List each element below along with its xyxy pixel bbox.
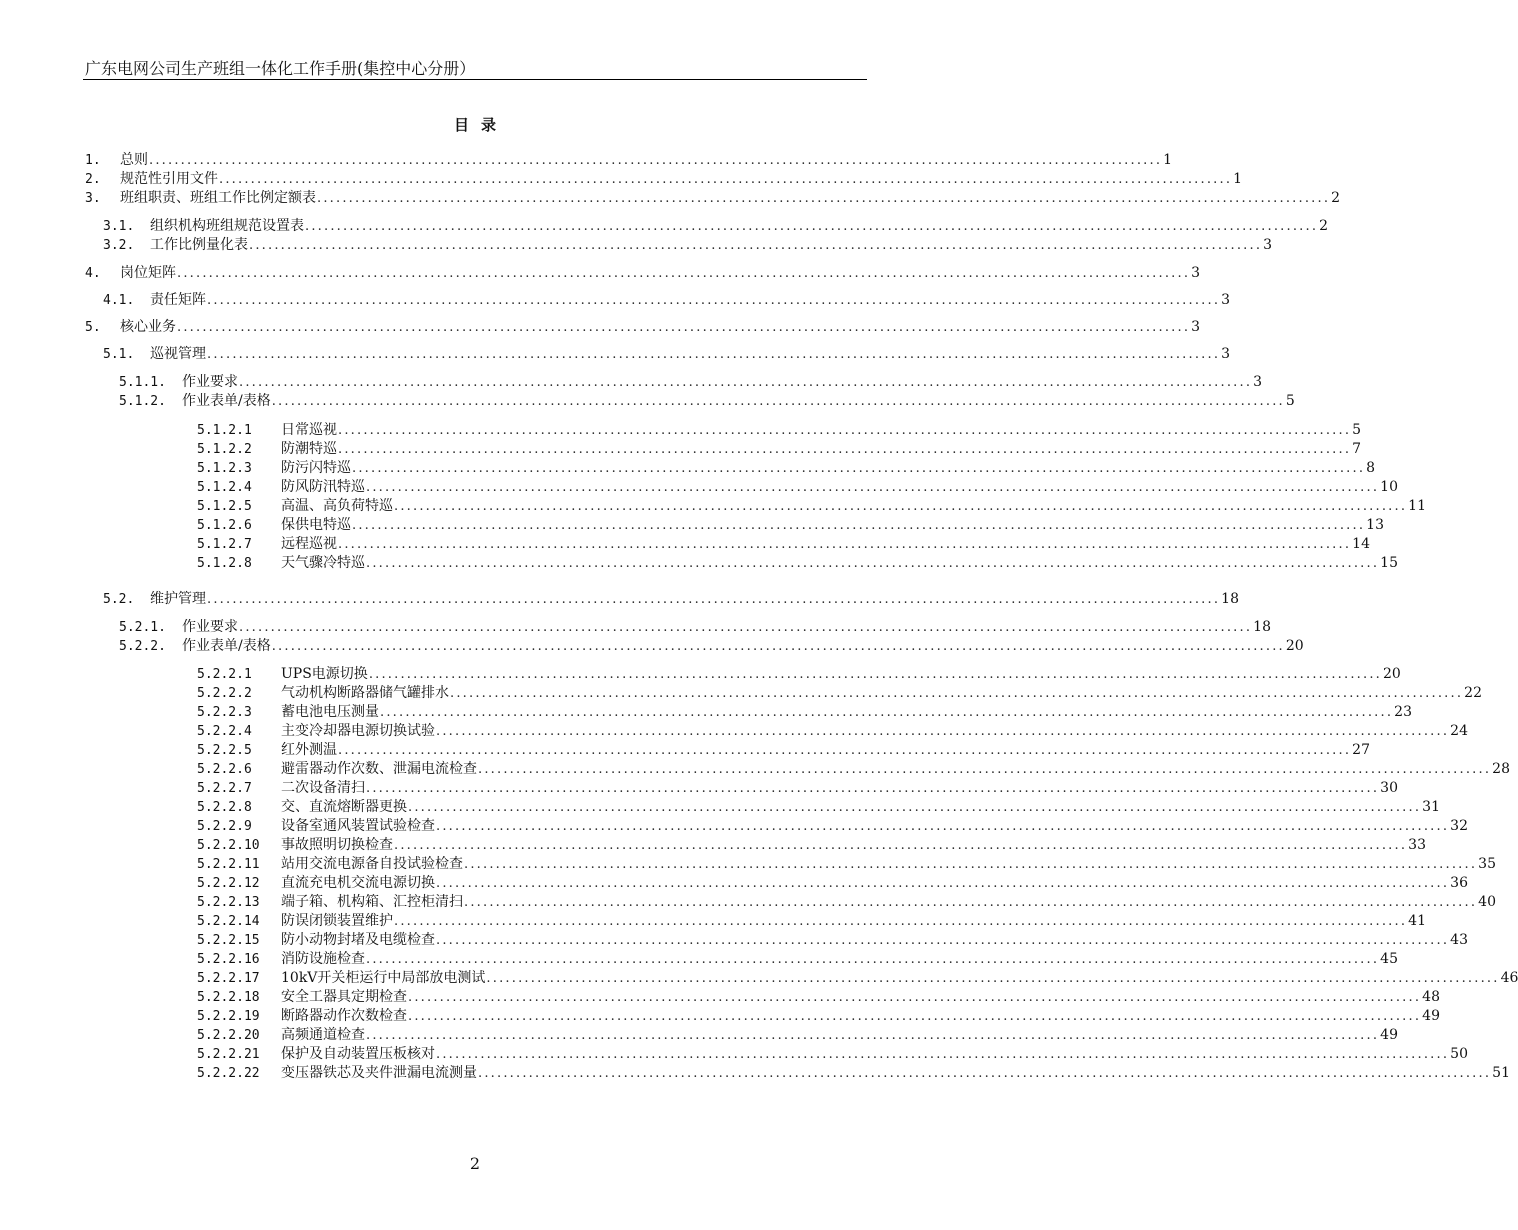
toc-entry-page: 3 [1191, 319, 1201, 335]
toc-entry-number: 5. [85, 320, 101, 335]
toc-entry[interactable] [197, 836, 1426, 854]
toc-entry-page: 5 [1352, 422, 1362, 438]
toc-entry-title: 端子箱、机构箱、汇控柜清扫 [281, 894, 463, 910]
toc-entry-title: 防潮特巡 [281, 441, 337, 457]
toc-entry[interactable] [197, 554, 1398, 572]
toc-entry-number: 5.1.2. [119, 394, 166, 409]
toc-heading: 目录 [453, 116, 508, 134]
toc-entry[interactable] [197, 950, 1398, 968]
toc-leader-dots: ................................................................................................................................................................ [219, 172, 1233, 187]
toc-entry[interactable] [119, 392, 1295, 410]
toc-entry-number: 5.2.2.22 [197, 1066, 260, 1081]
toc-entry-number: 5.2.1. [119, 620, 166, 635]
toc-entry-title: 防风防汛特巡 [281, 479, 365, 495]
toc-entry-number: 5.2.2.8 [197, 800, 252, 815]
toc-entry-page: 28 [1492, 761, 1510, 777]
toc-leader-dots: ................................................................................................................................................................ [478, 1066, 1492, 1081]
toc-entry[interactable] [197, 912, 1426, 930]
toc-entry-number: 5.2.2.3 [197, 705, 252, 720]
toc-entry[interactable] [197, 665, 1401, 683]
toc-entry-title: 变压器铁芯及夹件泄漏电流测量 [281, 1065, 477, 1081]
toc-leader-dots: ................................................................................................................................................................ [366, 480, 1380, 495]
toc-entry-title: 保供电特巡 [281, 517, 351, 533]
toc-entry-title: 交、直流熔断器更换 [281, 799, 407, 815]
toc-entry-number: 5.2.2.5 [197, 743, 252, 758]
toc-entry-page: 14 [1352, 536, 1370, 552]
toc-leader-dots: ................................................................................................................................................................ [478, 762, 1492, 777]
toc-entry-page: 18 [1221, 591, 1239, 607]
toc-entry[interactable] [119, 618, 1271, 636]
toc-leader-dots: ................................................................................................................................................................ [271, 394, 1285, 409]
toc-entry-title: 总则 [120, 152, 148, 168]
toc-entry-title: 消防设施检查 [281, 951, 365, 967]
toc-entry-page: 50 [1450, 1046, 1468, 1062]
toc-entry-number: 5.2.2.18 [197, 990, 260, 1005]
toc-entry-number: 5.2.2.9 [197, 819, 252, 834]
toc-entry-number: 5.2.2.20 [197, 1028, 260, 1043]
toc-entry-title: 设备室通风装置试验检查 [281, 818, 435, 834]
toc-entry[interactable] [197, 798, 1440, 816]
toc-entry-page: 3 [1263, 237, 1273, 253]
toc-entry-page: 1 [1233, 171, 1243, 187]
toc-entry-number: 5.2.2.19 [197, 1009, 260, 1024]
toc-entry[interactable] [85, 170, 1243, 188]
toc-entry-title: 规范性引用文件 [120, 171, 218, 187]
running-header-title: 广东电网公司生产班组一体化工作手册(集控中心分册） [85, 59, 476, 78]
toc-entry[interactable] [119, 373, 1263, 391]
toc-entry-page: 5 [1285, 393, 1295, 409]
toc-entry-number: 4. [85, 266, 101, 281]
toc-leader-dots: ................................................................................................................................................................ [338, 423, 1352, 438]
toc-entry-number: 5.2.2.15 [197, 933, 260, 948]
toc-leader-dots: ................................................................................................................................................................ [239, 620, 1253, 635]
toc-leader-dots: ................................................................................................................................................................ [464, 857, 1478, 872]
toc-entry[interactable] [197, 1045, 1468, 1063]
toc-entry-page: 24 [1450, 723, 1468, 739]
toc-leader-dots: ................................................................................................................................................................ [394, 499, 1408, 514]
toc-leader-dots: ................................................................................................................................................................ [436, 876, 1450, 891]
toc-entry[interactable] [103, 217, 1329, 235]
toc-leader-dots: ................................................................................................................................................................ [207, 293, 1221, 308]
toc-entry-title: 保护及自动装置压板核对 [281, 1046, 435, 1062]
toc-entry[interactable] [197, 760, 1510, 778]
toc-entry-page: 46 [1500, 970, 1518, 986]
toc-entry-title: 工作比例量化表 [150, 237, 248, 253]
toc-leader-dots: ................................................................................................................................................................ [366, 952, 1380, 967]
toc-entry-title: UPS电源切换 [281, 666, 368, 682]
toc-leader-dots: ................................................................................................................................................................ [352, 518, 1366, 533]
toc-entry-number: 5.2.2.16 [197, 952, 260, 967]
toc-entry[interactable] [197, 988, 1440, 1006]
toc-entry[interactable] [103, 590, 1239, 608]
toc-leader-dots: ................................................................................................................................................................ [436, 724, 1450, 739]
footer-page-number: 2 [469, 1154, 481, 1173]
toc-entry[interactable] [197, 931, 1468, 949]
toc-entry-title: 高频通道检查 [281, 1027, 365, 1043]
toc-entry[interactable] [197, 459, 1376, 477]
toc-leader-dots: ................................................................................................................................................................ [352, 461, 1366, 476]
toc-entry-title: 作业表单/表格 [182, 638, 271, 654]
toc-entry-page: 31 [1422, 799, 1440, 815]
toc-leader-dots: ................................................................................................................................................................ [338, 537, 1352, 552]
toc-entry-page: 45 [1380, 951, 1398, 967]
toc-entry-page: 43 [1450, 932, 1468, 948]
toc-entry[interactable] [197, 722, 1468, 740]
toc-entry-number: 4.1. [103, 293, 135, 308]
toc-entry-number: 5.1.2.4 [197, 480, 252, 495]
toc-entry-number: 3. [85, 191, 101, 206]
toc-entry[interactable] [197, 855, 1496, 873]
toc-entry-page: 35 [1478, 856, 1496, 872]
toc-entry-page: 20 [1285, 638, 1304, 654]
toc-entry[interactable] [197, 1026, 1398, 1044]
toc-entry-title: 作业表单/表格 [182, 393, 271, 409]
toc-leader-dots: ................................................................................................................................................................ [338, 743, 1352, 758]
toc-entry[interactable] [85, 189, 1341, 207]
toc-entry-page: 30 [1380, 780, 1398, 796]
toc-entry-number: 5.2.2.1 [197, 667, 252, 682]
toc-entry[interactable] [197, 703, 1412, 721]
toc-entry-title: 事故照明切换检查 [281, 837, 393, 853]
toc-leader-dots: ................................................................................................................................................................ [366, 556, 1380, 571]
toc-entry-number: 5.2.2.21 [197, 1047, 260, 1062]
toc-entry-page: 51 [1492, 1065, 1510, 1081]
toc-entry-number: 5.2.2.10 [197, 838, 260, 853]
toc-entry-page: 1 [1163, 152, 1173, 168]
toc-entry[interactable] [103, 345, 1231, 363]
toc-leader-dots: ................................................................................................................................................................ [408, 1009, 1422, 1024]
toc-entry-page: 20 [1382, 666, 1401, 682]
toc-leader-dots: ................................................................................................................................................................ [486, 971, 1500, 986]
toc-entry-page: 33 [1408, 837, 1426, 853]
toc-entry-title: 维护管理 [150, 591, 206, 607]
toc-entry-page: 3 [1221, 346, 1231, 362]
toc-entry-title: 气动机构断路器储气罐排水 [281, 685, 449, 701]
toc-entry-title: 巡视管理 [150, 346, 206, 362]
toc-entry-title: 二次设备清扫 [281, 780, 365, 796]
toc-entry-number: 5.1.2.3 [197, 461, 252, 476]
toc-entry-page: 48 [1422, 989, 1440, 1005]
toc-entry[interactable] [85, 264, 1201, 282]
toc-leader-dots: ................................................................................................................................................................ [408, 990, 1422, 1005]
toc-entry-title: 防污闪特巡 [281, 460, 351, 476]
toc-entry-title: 断路器动作次数检查 [281, 1008, 407, 1024]
toc-entry-page: 22 [1464, 685, 1482, 701]
toc-leader-dots: ................................................................................................................................................................ [368, 667, 1382, 682]
toc-entry-page: 3 [1191, 265, 1201, 281]
toc-entry-title: 站用交流电源备自投试验检查 [281, 856, 463, 872]
toc-entry[interactable] [197, 817, 1468, 835]
toc-entry-number: 5.2.2.12 [197, 876, 260, 891]
toc-entry-title: 高温、高负荷特巡 [281, 498, 393, 514]
toc-entry[interactable] [103, 236, 1273, 254]
toc-entry[interactable] [197, 421, 1362, 439]
toc-entry[interactable] [197, 684, 1482, 702]
toc-entry-page: 3 [1253, 374, 1263, 390]
toc-leader-dots: ................................................................................................................................................................ [177, 320, 1191, 335]
toc-leader-dots: ................................................................................................................................................................ [408, 800, 1422, 815]
toc-entry-number: 5.2.2.2 [197, 686, 252, 701]
toc-entry[interactable] [119, 637, 1304, 655]
toc-entry-number: 5.1.2.2 [197, 442, 252, 457]
toc-entry-number: 5.2.2.4 [197, 724, 252, 739]
toc-entry[interactable] [197, 478, 1398, 496]
toc-entry-title: 天气骤冷特巡 [281, 555, 365, 571]
toc-entry-title: 核心业务 [120, 319, 176, 335]
toc-entry-number: 2. [85, 172, 101, 187]
toc-entry-number: 5.1. [103, 347, 135, 362]
toc-entry-page: 18 [1253, 619, 1271, 635]
toc-entry-number: 5.1.1. [119, 375, 166, 390]
toc-leader-dots: ................................................................................................................................................................ [436, 819, 1450, 834]
toc-leader-dots: ................................................................................................................................................................ [366, 1028, 1380, 1043]
toc-entry[interactable] [197, 779, 1398, 797]
toc-entry-number: 5.1.2.6 [197, 518, 252, 533]
toc-leader-dots: ................................................................................................................................................................ [207, 347, 1221, 362]
toc-leader-dots: ................................................................................................................................................................ [394, 914, 1408, 929]
toc-entry-number: 5.2.2.11 [197, 857, 260, 872]
toc-entry[interactable] [197, 535, 1370, 553]
toc-entry-number: 5.2.2.17 [197, 971, 260, 986]
toc-entry-title: 红外测温 [281, 742, 337, 758]
toc-entry[interactable] [197, 893, 1496, 911]
toc-entry-page: 2 [1331, 190, 1341, 206]
toc-entry[interactable] [197, 1064, 1510, 1082]
toc-entry-title: 10kV开关柜运行中局部放电测试 [281, 970, 486, 986]
toc-entry[interactable] [197, 497, 1426, 515]
toc-entry[interactable] [103, 291, 1231, 309]
toc-entry-page: 40 [1478, 894, 1496, 910]
toc-leader-dots: ................................................................................................................................................................ [380, 705, 1394, 720]
toc-entry-title: 岗位矩阵 [120, 265, 176, 281]
toc-entry-page: 2 [1319, 218, 1329, 234]
toc-entry-title: 组织机构班组规范设置表 [150, 218, 304, 234]
toc-entry[interactable] [197, 516, 1384, 534]
toc-entry[interactable] [85, 151, 1173, 169]
toc-entry-page: 7 [1352, 441, 1362, 457]
toc-entry-number: 5.1.2.7 [197, 537, 252, 552]
toc-entry-title: 主变冷却器电源切换试验 [281, 723, 435, 739]
toc-entry[interactable] [197, 440, 1362, 458]
toc-leader-dots: ................................................................................................................................................................ [464, 895, 1478, 910]
toc-leader-dots: ................................................................................................................................................................ [149, 153, 1163, 168]
toc-leader-dots: ................................................................................................................................................................ [271, 639, 1285, 654]
toc-entry-page: 41 [1408, 913, 1426, 929]
toc-entry-title: 安全工器具定期检查 [281, 989, 407, 1005]
toc-entry-number: 3.2. [103, 238, 135, 253]
toc-leader-dots: ................................................................................................................................................................ [338, 442, 1352, 457]
toc-leader-dots: ................................................................................................................................................................ [366, 781, 1380, 796]
toc-entry-title: 作业要求 [182, 619, 238, 635]
toc-entry-number: 5.1.2.5 [197, 499, 252, 514]
toc-entry[interactable] [197, 1007, 1440, 1025]
toc-entry-title: 班组职责、班组工作比例定额表 [120, 190, 316, 206]
toc-entry-page: 32 [1450, 818, 1468, 834]
toc-leader-dots: ................................................................................................................................................................ [436, 933, 1450, 948]
toc-entry-title: 日常巡视 [281, 422, 337, 438]
toc-entry-title: 作业要求 [182, 374, 238, 390]
toc-entry-number: 1. [85, 153, 101, 168]
toc-entry-page: 13 [1366, 517, 1384, 533]
toc-entry-page: 3 [1221, 292, 1231, 308]
toc-entry-title: 蓄电池电压测量 [281, 704, 379, 720]
toc-entry-page: 8 [1366, 460, 1376, 476]
toc-entry[interactable] [197, 874, 1468, 892]
toc-entry[interactable] [197, 969, 1518, 987]
toc-entry-title: 直流充电机交流电源切换 [281, 875, 435, 891]
toc-leader-dots: ................................................................................................................................................................ [177, 266, 1191, 281]
toc-entry-number: 5.2.2. [119, 639, 166, 654]
toc-entry-number: 3.1. [103, 219, 135, 234]
toc-entry-title: 避雷器动作次数、泄漏电流检查 [281, 761, 477, 777]
toc-entry-page: 27 [1352, 742, 1370, 758]
toc-entry-title: 远程巡视 [281, 536, 337, 552]
toc-entry-page: 23 [1394, 704, 1412, 720]
toc-entry-page: 10 [1380, 479, 1398, 495]
toc-entry-title: 责任矩阵 [150, 292, 206, 308]
toc-entry-number: 5.2.2.13 [197, 895, 260, 910]
toc-leader-dots: ................................................................................................................................................................ [239, 375, 1253, 390]
toc-leader-dots: ................................................................................................................................................................ [305, 219, 1319, 234]
toc-entry-page: 15 [1380, 555, 1398, 571]
toc-entry-title: 防误闭锁装置维护 [281, 913, 393, 929]
toc-entry-number: 5.2.2.7 [197, 781, 252, 796]
toc-entry-title: 防小动物封堵及电缆检查 [281, 932, 435, 948]
toc-entry-page: 49 [1380, 1027, 1398, 1043]
toc-entry-number: 5.2.2.6 [197, 762, 252, 777]
toc-entry-number: 5.2. [103, 592, 135, 607]
toc-entry[interactable] [85, 318, 1201, 336]
toc-entry-number: 5.2.2.14 [197, 914, 260, 929]
toc-leader-dots: ................................................................................................................................................................ [436, 1047, 1450, 1062]
toc-entry-page: 36 [1450, 875, 1468, 891]
toc-entry-page: 49 [1422, 1008, 1440, 1024]
toc-entry-page: 11 [1408, 498, 1426, 514]
toc-entry-number: 5.1.2.1 [197, 423, 252, 438]
toc-entry[interactable] [197, 741, 1370, 759]
toc-leader-dots: ................................................................................................................................................................ [249, 238, 1263, 253]
toc-leader-dots: ................................................................................................................................................................ [317, 191, 1331, 206]
toc-leader-dots: ................................................................................................................................................................ [394, 838, 1408, 853]
toc-leader-dots: ................................................................................................................................................................ [450, 686, 1464, 701]
toc-entry-number: 5.1.2.8 [197, 556, 252, 571]
toc-leader-dots: ................................................................................................................................................................ [207, 592, 1221, 607]
